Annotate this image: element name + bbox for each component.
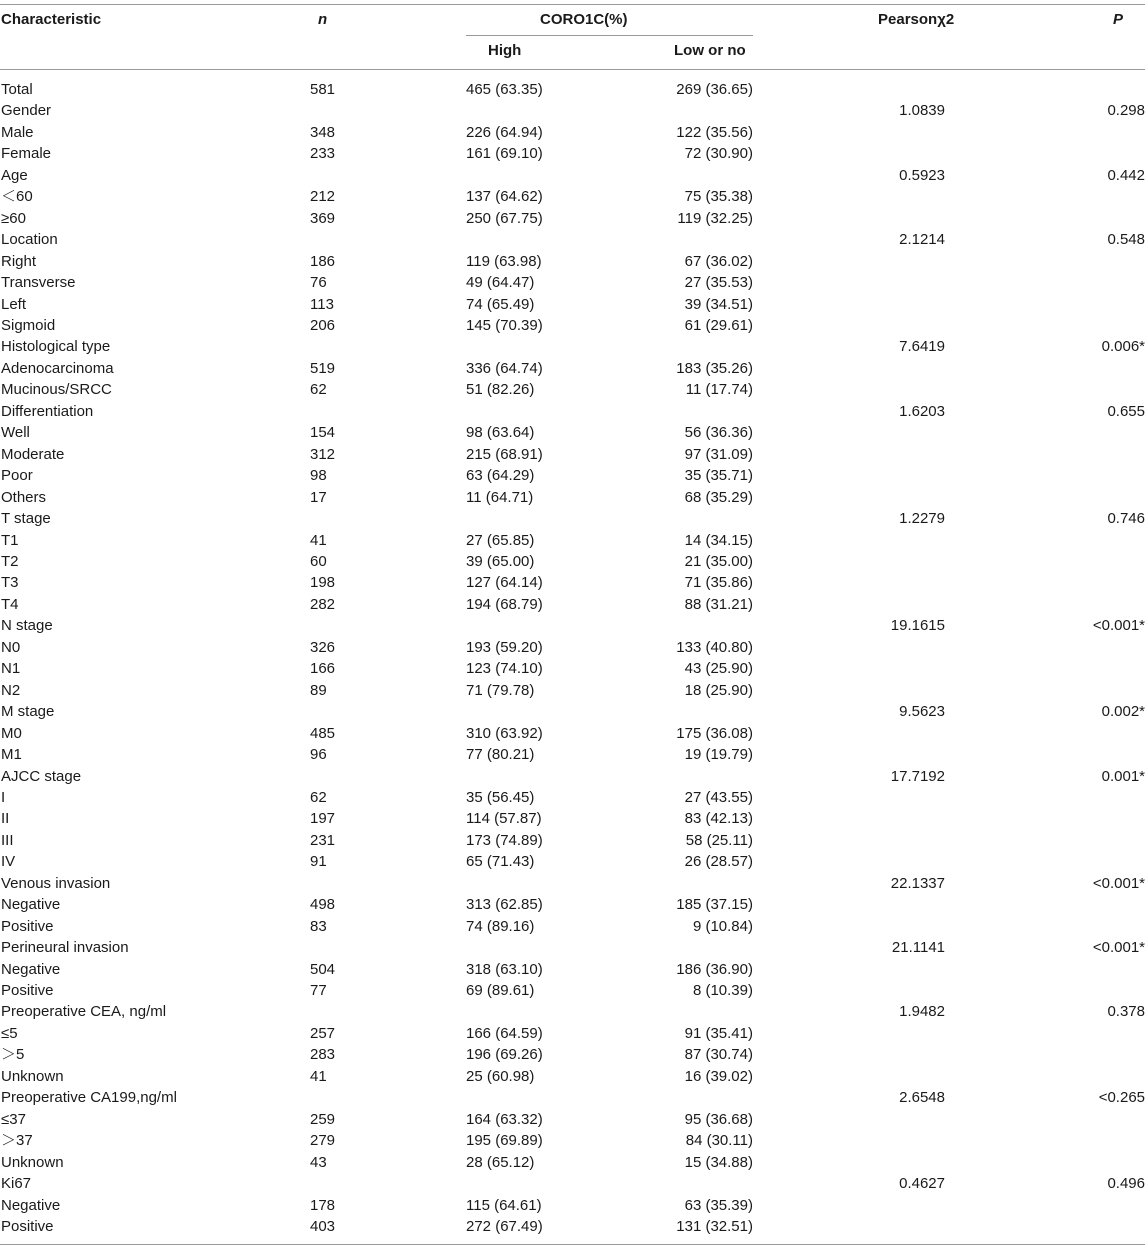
cell-n: 257 — [310, 1024, 336, 1042]
cell-pearson-chi2: 0.5923 — [899, 166, 945, 184]
cell-high: 71 (79.78) — [466, 681, 535, 699]
cell-n: 498 — [310, 896, 336, 914]
table-row — [0, 1216, 1145, 1237]
cell-low: 71 (35.86) — [684, 574, 753, 592]
bottom-rule — [0, 1244, 1145, 1245]
table-row — [0, 1087, 1145, 1108]
cell-low: 72 (30.90) — [684, 145, 753, 163]
cell-characteristic: Negative — [1, 960, 61, 978]
cell-low: 185 (37.15) — [676, 896, 753, 914]
table-row — [0, 1066, 1145, 1087]
header-low: Low or no — [674, 42, 746, 59]
cell-n: 312 — [310, 445, 336, 463]
cell-n: 348 — [310, 123, 336, 141]
cell-low: 175 (36.08) — [676, 724, 753, 742]
cell-high: 161 (69.10) — [466, 145, 543, 163]
table-row — [0, 379, 1145, 400]
cell-high: 336 (64.74) — [466, 359, 543, 377]
cell-high: 215 (68.91) — [466, 445, 543, 463]
cell-p-value: <0.001* — [1092, 939, 1145, 957]
cell-p-value: 0.496 — [1107, 1175, 1145, 1193]
table-row — [0, 1195, 1145, 1216]
cell-n: 504 — [310, 960, 336, 978]
cell-p-value: 0.746 — [1107, 510, 1145, 528]
cell-n: 485 — [310, 724, 336, 742]
cell-high: 35 (56.45) — [466, 788, 535, 806]
cell-low: 14 (34.15) — [684, 531, 753, 549]
cell-characteristic: Differentiation — [1, 402, 94, 420]
cell-low: 18 (25.90) — [684, 681, 753, 699]
cell-characteristic: Adenocarcinoma — [1, 359, 114, 377]
cell-low: 9 (10.84) — [692, 917, 753, 935]
table-row — [0, 701, 1145, 722]
cell-n: 166 — [310, 660, 336, 678]
cell-n: 77 — [310, 982, 327, 1000]
cell-n: 197 — [310, 810, 336, 828]
cell-high: 164 (63.32) — [466, 1110, 543, 1128]
cell-low: 97 (31.09) — [684, 445, 753, 463]
cell-characteristic: ＞5 — [1, 1046, 25, 1064]
cell-characteristic: T2 — [1, 552, 19, 570]
cell-characteristic: Preoperative CA199,ng/ml — [1, 1089, 177, 1107]
cell-pearson-chi2: 17.7192 — [890, 767, 945, 785]
cell-n: 326 — [310, 638, 336, 656]
cell-high: 69 (89.61) — [466, 982, 535, 1000]
cell-characteristic: Right — [1, 252, 37, 270]
cell-characteristic: Female — [1, 145, 52, 163]
cell-low: 84 (30.11) — [685, 1132, 753, 1150]
cell-characteristic: II — [1, 810, 10, 828]
cell-pearson-chi2: 2.6548 — [899, 1089, 945, 1107]
cell-high: 196 (69.26) — [466, 1046, 543, 1064]
cell-n: 113 — [310, 295, 334, 313]
table-row — [0, 272, 1145, 293]
table-row — [0, 830, 1145, 851]
cell-high: 63 (64.29) — [466, 467, 535, 485]
cell-characteristic: ＞37 — [1, 1132, 33, 1150]
cell-low: 183 (35.26) — [676, 359, 753, 377]
cell-high: 166 (64.59) — [466, 1024, 543, 1042]
table-row — [0, 422, 1145, 443]
cell-pearson-chi2: 1.6203 — [899, 402, 945, 420]
cell-low: 16 (39.02) — [684, 1067, 753, 1085]
cell-high: 127 (64.14) — [466, 574, 543, 592]
cell-characteristic: Unknown — [1, 1153, 64, 1171]
cell-high: 65 (71.43) — [466, 853, 535, 871]
cell-n: 403 — [310, 1218, 336, 1236]
table-row — [0, 186, 1145, 207]
cell-characteristic: M1 — [1, 746, 22, 764]
cell-n: 369 — [310, 209, 336, 227]
cell-pearson-chi2: 1.2279 — [899, 510, 945, 528]
cell-characteristic: Negative — [1, 896, 61, 914]
table-row — [0, 251, 1145, 272]
cell-n: 186 — [310, 252, 336, 270]
cell-low: 27 (43.55) — [684, 788, 753, 806]
table-row — [0, 100, 1145, 121]
table-row — [0, 1109, 1145, 1130]
table-row — [0, 1152, 1145, 1173]
cell-n: 279 — [310, 1132, 336, 1150]
table-row — [0, 959, 1145, 980]
cell-p-value: 0.548 — [1107, 231, 1145, 249]
table-row — [0, 530, 1145, 551]
cell-characteristic: AJCC stage — [1, 767, 82, 785]
cell-high: 272 (67.49) — [466, 1218, 543, 1236]
table-row — [0, 658, 1145, 679]
cell-n: 91 — [310, 853, 327, 871]
cell-high: 194 (68.79) — [466, 595, 543, 613]
cell-n: 41 — [310, 1067, 327, 1085]
table-row — [0, 229, 1145, 250]
cell-low: 131 (32.51) — [676, 1218, 753, 1236]
cell-pearson-chi2: 1.0839 — [899, 102, 945, 120]
cell-characteristic: M0 — [1, 724, 22, 742]
cell-n: 154 — [310, 424, 336, 442]
cell-low: 56 (36.36) — [684, 424, 753, 442]
cell-characteristic: T4 — [1, 595, 19, 613]
cell-n: 282 — [310, 595, 336, 613]
header-rule — [0, 69, 1145, 70]
table-row — [0, 465, 1145, 486]
cell-characteristic: Moderate — [1, 445, 65, 463]
cell-characteristic: Ki67 — [1, 1175, 32, 1193]
cell-n: 283 — [310, 1046, 336, 1064]
cell-n: 98 — [310, 467, 327, 485]
cell-n: 89 — [310, 681, 327, 699]
cell-high: 145 (70.39) — [466, 316, 543, 334]
cell-low: 19 (19.79) — [684, 746, 753, 764]
cell-characteristic: Perineural invasion — [1, 939, 129, 957]
cell-pearson-chi2: 2.1214 — [899, 231, 945, 249]
subheader-rule — [466, 35, 753, 36]
cell-high: 226 (64.94) — [466, 123, 543, 141]
cell-low: 61 (29.61) — [684, 316, 753, 334]
cell-low: 88 (31.21) — [684, 595, 753, 613]
cell-low: 43 (25.90) — [684, 660, 753, 678]
table-row — [0, 744, 1145, 765]
table-row — [0, 851, 1145, 872]
header-characteristic: Characteristic — [1, 11, 102, 28]
cell-characteristic: Preoperative CEA, ng/ml — [1, 1003, 167, 1021]
cell-low: 67 (36.02) — [684, 252, 753, 270]
table-row — [0, 1173, 1145, 1194]
cell-n: 178 — [310, 1196, 336, 1214]
cell-characteristic: Transverse — [1, 274, 76, 292]
cell-high: 27 (65.85) — [466, 531, 535, 549]
cell-low: 122 (35.56) — [676, 123, 753, 141]
cell-low: 91 (35.41) — [684, 1024, 753, 1042]
cell-low: 68 (35.29) — [684, 488, 753, 506]
cell-pearson-chi2: 0.4627 — [899, 1175, 945, 1193]
cell-characteristic: Gender — [1, 102, 52, 120]
cell-p-value: 0.655 — [1107, 402, 1145, 420]
cell-pearson-chi2: 1.9482 — [899, 1003, 945, 1021]
cell-p-value: 0.442 — [1107, 166, 1145, 184]
cell-characteristic: Total — [1, 81, 33, 98]
cell-characteristic: Sigmoid — [1, 316, 56, 334]
cell-n: 519 — [310, 359, 336, 377]
table-row — [0, 937, 1145, 958]
table-row — [0, 143, 1145, 164]
cell-characteristic: Positive — [1, 1218, 54, 1236]
header-n: n — [318, 11, 328, 28]
cell-high: 115 (64.61) — [466, 1196, 542, 1214]
cell-pearson-chi2: 21.1141 — [891, 939, 945, 957]
cell-pearson-chi2: 9.5623 — [899, 703, 945, 721]
table-row — [0, 401, 1145, 422]
table-row — [0, 1130, 1145, 1151]
cell-characteristic: III — [1, 831, 14, 849]
cell-high: 114 (57.87) — [466, 810, 542, 828]
cell-high: 25 (60.98) — [466, 1067, 535, 1085]
cell-n: 76 — [310, 274, 327, 292]
cell-high: 77 (80.21) — [466, 746, 535, 764]
cell-characteristic: ＜60 — [1, 188, 33, 206]
cell-characteristic: Age — [1, 166, 28, 184]
cell-high: 123 (74.10) — [466, 660, 543, 678]
cell-characteristic: IV — [1, 853, 16, 871]
cell-n: 62 — [310, 788, 327, 806]
header-p-value: P — [1113, 11, 1124, 28]
cell-p-value: 0.298 — [1107, 102, 1145, 120]
cell-low: 15 (34.88) — [684, 1153, 753, 1171]
table-row — [0, 680, 1145, 701]
table-row — [0, 79, 1145, 100]
cell-characteristic: Well — [1, 424, 30, 442]
cell-characteristic: Mucinous/SRCC — [1, 381, 112, 399]
table-row — [0, 873, 1145, 894]
cell-low: 133 (40.80) — [676, 638, 753, 656]
cell-high: 74 (89.16) — [466, 917, 535, 935]
table-row — [0, 294, 1145, 315]
cell-high: 11 (64.71) — [466, 488, 534, 506]
cell-high: 137 (64.62) — [466, 188, 543, 206]
cell-pearson-chi2: 19.1615 — [890, 617, 945, 635]
cell-n: 62 — [310, 381, 327, 399]
cell-n: 581 — [310, 81, 336, 98]
table-body — [0, 79, 1145, 1237]
table-row — [0, 637, 1145, 658]
cell-n: 41 — [310, 531, 327, 549]
cell-low: 35 (35.71) — [684, 467, 753, 485]
cell-p-value: 0.002* — [1101, 703, 1145, 721]
cell-high: 310 (63.92) — [466, 724, 543, 742]
table-row — [0, 315, 1145, 336]
cell-n: 198 — [310, 574, 336, 592]
cell-high: 39 (65.00) — [466, 552, 535, 570]
table-row — [0, 551, 1145, 572]
cell-characteristic: Positive — [1, 917, 54, 935]
table-row — [0, 766, 1145, 787]
cell-low: 21 (35.00) — [684, 552, 753, 570]
cell-characteristic: ≤5 — [1, 1024, 18, 1042]
cell-characteristic: ≥60 — [1, 209, 26, 227]
cell-characteristic: Location — [1, 231, 58, 249]
cell-p-value: 0.006* — [1101, 338, 1145, 356]
table-row — [0, 894, 1145, 915]
cell-high: 74 (65.49) — [466, 295, 535, 313]
table-row — [0, 808, 1145, 829]
cell-low: 63 (35.39) — [684, 1196, 753, 1214]
cell-characteristic: N0 — [1, 638, 21, 656]
cell-low: 39 (34.51) — [684, 295, 753, 313]
cell-n: 231 — [310, 831, 336, 849]
cell-low: 27 (35.53) — [684, 274, 753, 292]
cell-characteristic: T3 — [1, 574, 19, 592]
cell-characteristic: Histological type — [1, 338, 111, 356]
cell-low: 8 (10.39) — [692, 982, 753, 1000]
table-row — [0, 122, 1145, 143]
cell-n: 60 — [310, 552, 327, 570]
cell-low: 119 (32.25) — [677, 209, 753, 227]
cell-n: 206 — [310, 316, 336, 334]
cell-characteristic: N stage — [1, 617, 53, 635]
table-row — [0, 1001, 1145, 1022]
cell-characteristic: T1 — [1, 531, 19, 549]
table-row — [0, 787, 1145, 808]
cell-n: 212 — [310, 188, 336, 206]
cell-high: 98 (63.64) — [466, 424, 535, 442]
cell-high: 465 (63.35) — [466, 81, 543, 98]
cell-high: 28 (65.12) — [466, 1153, 535, 1171]
cell-characteristic: Left — [1, 295, 27, 313]
table-row — [0, 615, 1145, 636]
cell-n: 259 — [310, 1110, 336, 1128]
cell-characteristic: ≤37 — [1, 1110, 26, 1128]
cell-low: 269 (36.65) — [676, 81, 753, 98]
cell-characteristic: N2 — [1, 681, 21, 699]
cell-characteristic: Venous invasion — [1, 874, 111, 892]
table-row — [0, 165, 1145, 186]
table-row — [0, 916, 1145, 937]
cell-high: 195 (69.89) — [466, 1132, 543, 1150]
cell-p-value: <0.265 — [1098, 1089, 1145, 1107]
header-pearson-chi2: Pearsonχ2 — [878, 11, 955, 28]
cell-low: 58 (25.11) — [685, 831, 753, 849]
table-row — [0, 1023, 1145, 1044]
table-row — [0, 358, 1145, 379]
cell-n: 17 — [310, 488, 327, 506]
cell-p-value: <0.001* — [1092, 617, 1145, 635]
cell-high: 49 (64.47) — [466, 274, 535, 292]
cell-pearson-chi2: 7.6419 — [899, 338, 945, 356]
cell-pearson-chi2: 22.1337 — [890, 874, 945, 892]
cell-characteristic: I — [1, 788, 6, 806]
cell-characteristic: Positive — [1, 982, 54, 1000]
cell-low: 75 (35.38) — [684, 188, 753, 206]
table-row — [0, 336, 1145, 357]
cell-characteristic: Unknown — [1, 1067, 64, 1085]
cell-high: 313 (62.85) — [466, 896, 543, 914]
cell-p-value: 0.001* — [1101, 767, 1145, 785]
cell-low: 83 (42.13) — [684, 810, 753, 828]
cell-low: 87 (30.74) — [684, 1046, 753, 1064]
table-row — [0, 487, 1145, 508]
cell-high: 318 (63.10) — [466, 960, 543, 978]
cell-p-value: 0.378 — [1107, 1003, 1145, 1021]
cell-high: 119 (63.98) — [466, 252, 542, 270]
cell-n: 83 — [310, 917, 327, 935]
cell-low: 95 (36.68) — [684, 1110, 753, 1128]
cell-high: 173 (74.89) — [466, 831, 543, 849]
header-coro1c: CORO1C(%) — [540, 11, 628, 28]
cell-high: 193 (59.20) — [466, 638, 543, 656]
table-row — [0, 980, 1145, 1001]
top-rule — [0, 4, 1145, 5]
header-high: High — [488, 42, 522, 59]
cell-high: 51 (82.26) — [466, 381, 535, 399]
table-row — [0, 444, 1145, 465]
cell-characteristic: Negative — [1, 1196, 61, 1214]
cell-n: 233 — [310, 145, 336, 163]
table-row — [0, 723, 1145, 744]
cell-characteristic: N1 — [1, 660, 21, 678]
table-row — [0, 594, 1145, 615]
cell-p-value: <0.001* — [1092, 874, 1145, 892]
table-row — [0, 508, 1145, 529]
cell-high: 250 (67.75) — [466, 209, 543, 227]
table-row — [0, 208, 1145, 229]
cell-low: 26 (28.57) — [684, 853, 753, 871]
table-row — [0, 1044, 1145, 1065]
cell-characteristic: Poor — [1, 467, 33, 485]
cell-characteristic: Male — [1, 123, 34, 141]
cell-n: 43 — [310, 1153, 327, 1171]
cell-characteristic: Others — [1, 488, 47, 506]
cell-characteristic: T stage — [1, 510, 51, 528]
cell-low: 11 (17.74) — [685, 381, 753, 399]
cell-low: 186 (36.90) — [676, 960, 753, 978]
table-row — [0, 572, 1145, 593]
cell-n: 96 — [310, 746, 327, 764]
cell-characteristic: M stage — [1, 703, 55, 721]
